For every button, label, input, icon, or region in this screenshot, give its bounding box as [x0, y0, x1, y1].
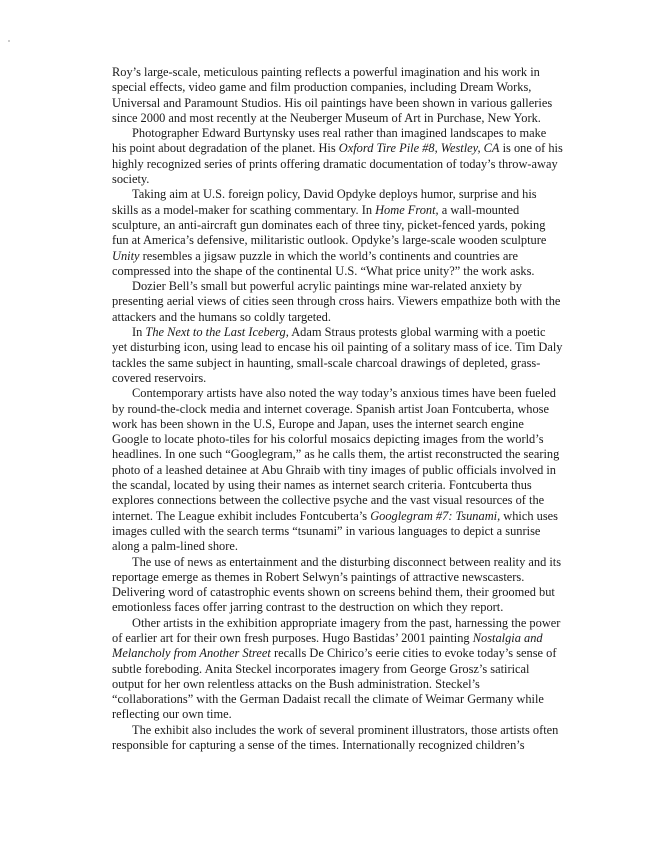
text-run: Photographer Edward Burtynsky uses real rather than imagined landscapes to make his point about degradation of the planet. His — [112, 126, 547, 156]
italic-title: Home Front, — [375, 202, 439, 217]
italic-title: Unity — [112, 248, 140, 263]
paragraph — [112, 279, 563, 325]
text-run: Dozier Bell’s small but powerful acrylic paintings mine war-related anxiety by presenting aerial views of cities seen through cross hairs. Viewers empathize both with the attackers and the humans so coldly targeted. — [112, 279, 561, 324]
italic-title: Oxford Tire Pile #8, Westley, CA — [338, 141, 500, 156]
paragraph — [112, 325, 563, 386]
text-run: The use of news as entertainment and the disturbing disconnect between reality and its reportage emerge as themes in Robert Selwyn’s paintings of attractive newscasters. Delivering word of catastrophic events shown on screens behind them, their groomed but emotionless faces offer jarring contrast to the destruction on which they report. — [112, 554, 562, 615]
paragraph — [112, 65, 563, 126]
text-run: The exhibit also includes the work of several prominent illustrators, those artists often responsible for capturing a sense of the times. Internationally recognized children’s — [112, 722, 559, 753]
italic-title: The Next to the Last Iceberg, — [145, 325, 289, 340]
text-run: resembles a jigsaw puzzle in which the world’s continents and countries are compressed into the shape of the continental U.S. “What price unity?” the work asks. — [112, 248, 535, 278]
text-run: Roy’s large-scale, meticulous painting reflects a powerful imagination and his work in special effects, video game and film production companies, including Dream Works, Universal and Paramount Studios. His oil paintings have been shown in various galleries since 2000 and most recently at the Neuberger Museum of Art in Purchase, New York. — [112, 65, 553, 125]
text-run: is one of his highly recognized series of prints offering dramatic documentation of today’s throw-away society. — [112, 141, 563, 187]
text-run: which uses images culled with the search terms “tsunami” in various languages to depict a sunrise along a palm-lined shore. — [112, 508, 559, 554]
text-run: a wall-mounted sculpture, an anti-aircraft gun dominates each of three tiny, picket-fenced yards, poking fun at America’s defensive, militaristic outlook. Opdyke’s large-scale wooden sculpture — [112, 202, 547, 248]
paragraph — [112, 187, 563, 279]
text-run: Adam Straus protests global warming with a poetic yet disturbing icon, using lead to encase his oil painting of a solitary mass of ice. Tim Daly tackles the same subject in haunting, small-scale charcoal drawings of depleted, grass-covered reservoirs. — [112, 325, 563, 385]
paragraph — [112, 555, 563, 616]
italic-title: Googlegram #7: Tsunami, — [370, 508, 501, 523]
italic-title: Nostalgia and Melancholy from Another Street — [112, 630, 543, 661]
body-text — [112, 65, 563, 753]
text-run: Contemporary artists have also noted the way today’s anxious times have been fueled by round-the-clock media and internet coverage. Spanish artist Joan Fontcuberta, whose work has been shown in the U.S, Europe and Japan, uses the internet search engine Google to locate photo-tiles for his colorful mosaics depicting images from the world’s headlines. In one such “Googlegram,” as he calls them, the artist reconstructed the searing photo of a leashed detainee at Abu Ghraib with tiny images of public officials involved in the scandal, located by using their names as internet search criteria. Fontcuberta thus explores connections between the collective psyche and the vast visual resources of the internet. The League exhibit includes Fontcuberta’s — [112, 386, 560, 523]
text-run: Taking aim at U.S. foreign policy, David Opdyke deploys humor, surprise and his skills as a model-maker for scathing commentary. In — [112, 187, 537, 217]
paragraph — [112, 386, 563, 554]
text-run: In — [132, 325, 146, 340]
paragraph — [112, 616, 563, 723]
text-run: recalls De Chirico’s eerie cities to evoke today’s sense of subtle foreboding. Anita Steckel incorporates imagery from George Grosz’s satirical output for her own relentless attacks on the Bush administration. Steckel’s “collaborations” with the German Dadaist recall the climate of Weimar Germany while reflecting our own time. — [112, 646, 557, 722]
scan-speck — [8, 40, 10, 42]
paragraph — [112, 126, 563, 187]
paragraph — [112, 723, 563, 754]
text-run: Other artists in the exhibition appropriate imagery from the past, harnessing the power of earlier art for their own fresh purposes. Hugo Bastidas’ 2001 painting — [112, 615, 561, 645]
